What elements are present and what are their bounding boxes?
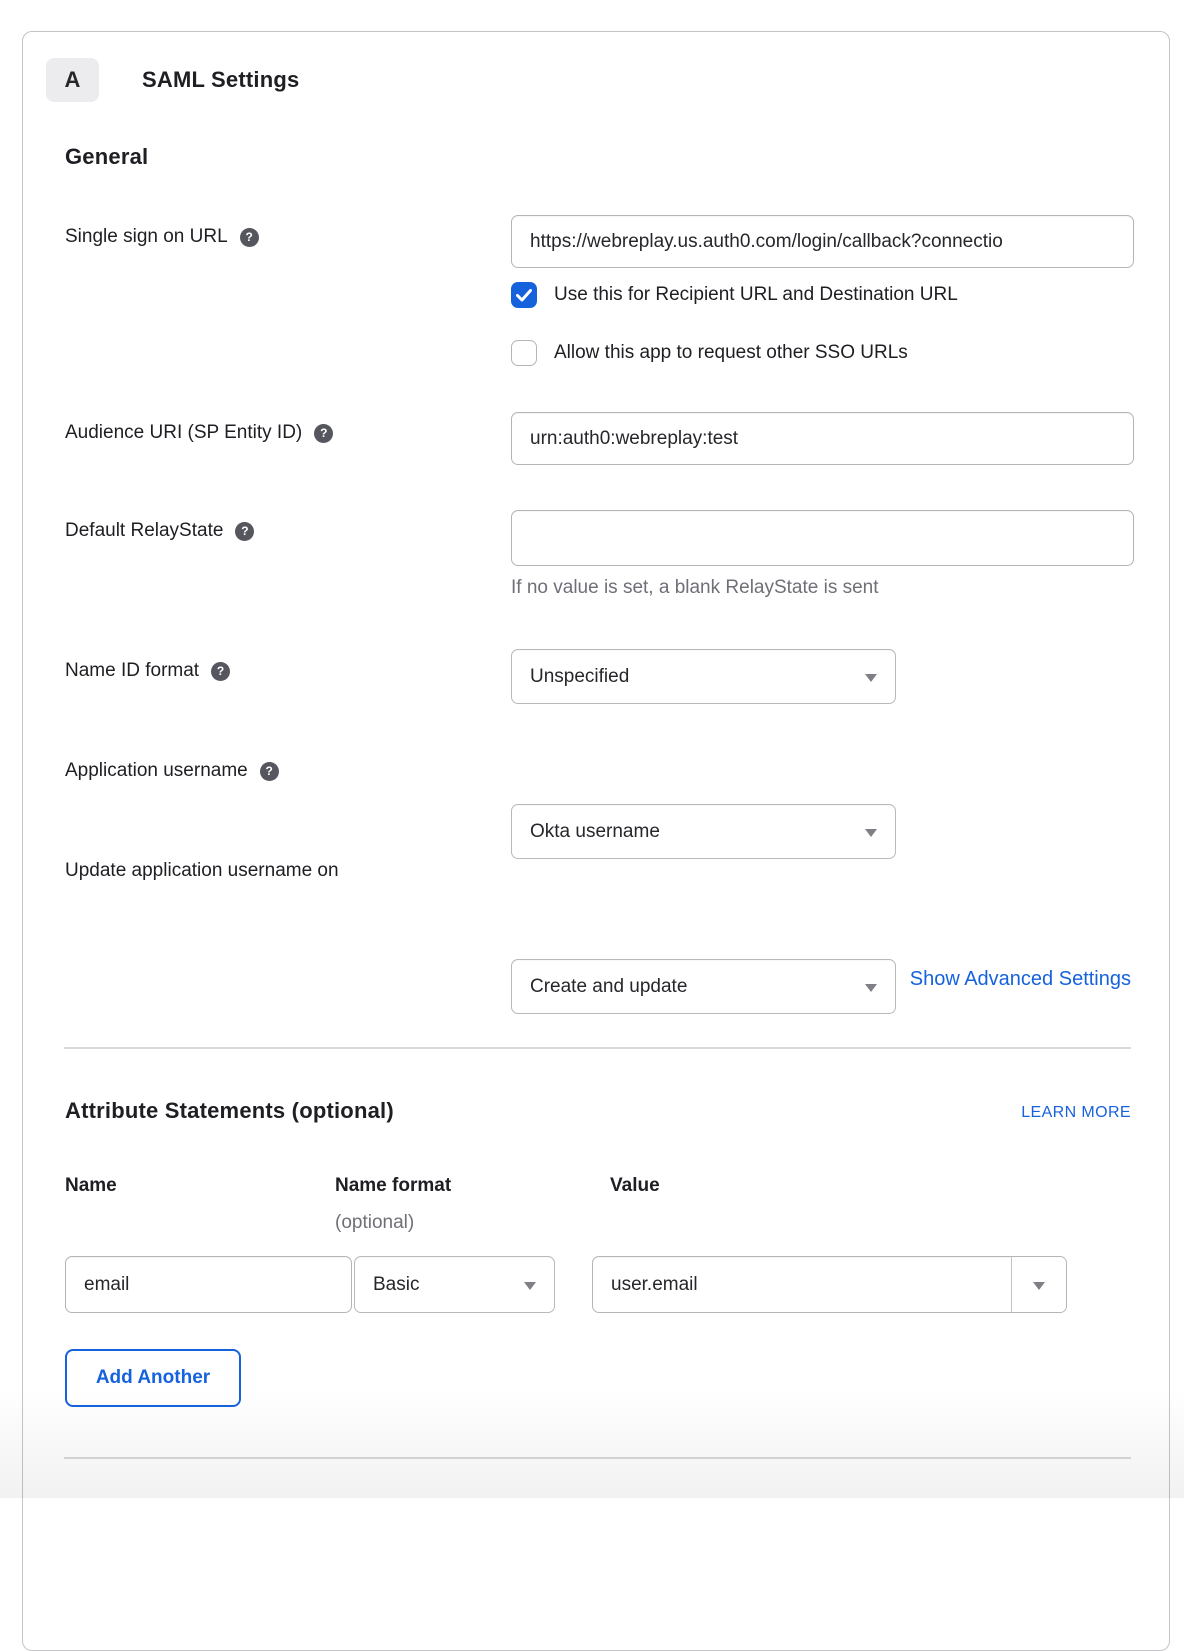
recipient-checkbox-label: Use this for Recipient URL and Destination URL — [554, 284, 958, 305]
nameid-label-row — [65, 658, 230, 684]
other-sso-checkbox-label: Allow this app to request other SSO URLs — [554, 342, 908, 363]
chevron-down-icon — [1033, 1282, 1045, 1290]
page-title: SAML Settings — [142, 67, 300, 92]
help-icon[interactable]: ? — [314, 424, 333, 443]
section-divider — [64, 1047, 1131, 1049]
relaystate-field-wrap — [511, 510, 1134, 566]
sso-url-label-row — [65, 224, 259, 250]
help-icon[interactable]: ? — [235, 522, 254, 541]
chevron-down-icon — [865, 829, 877, 837]
chevron-down-icon — [524, 1282, 536, 1290]
attr-format-selected-value: Basic — [373, 1273, 420, 1295]
attribute-statements-heading: Attribute Statements (optional) — [65, 1098, 394, 1123]
nameid-selected-value: Unspecified — [530, 665, 630, 687]
panel-header — [46, 58, 299, 102]
show-advanced-settings-link[interactable]: Show Advanced Settings — [909, 968, 1131, 990]
learn-more-link[interactable]: LEARN MORE — [1021, 1104, 1131, 1121]
attr-format-dropdown[interactable] — [354, 1256, 555, 1313]
column-header-name: Name — [65, 1175, 117, 1196]
relaystate-input[interactable] — [511, 510, 1134, 566]
attribute-row — [65, 1256, 1131, 1313]
attr-value-dropdown-toggle[interactable] — [1011, 1257, 1066, 1312]
appuser-selected-value: Okta username — [530, 820, 660, 842]
other-sso-checkbox[interactable] — [511, 340, 537, 366]
sso-url-input[interactable] — [511, 215, 1134, 268]
recipient-checkbox-row — [511, 282, 958, 308]
saml-settings-card — [22, 31, 1170, 1651]
help-icon[interactable]: ? — [240, 228, 259, 247]
audience-field-wrap — [511, 412, 1134, 465]
checkmark-icon — [516, 289, 532, 302]
relaystate-helper-text: If no value is set, a blank RelayState is sent — [511, 577, 879, 598]
column-header-optional-note: (optional) — [335, 1212, 415, 1233]
other-sso-checkbox-row — [511, 340, 908, 366]
bottom-divider — [64, 1457, 1131, 1459]
add-another-button[interactable]: Add Another — [65, 1349, 241, 1407]
relaystate-label-row — [65, 518, 254, 544]
appuser-dropdown[interactable] — [511, 804, 896, 859]
updateuser-label: Update application username on — [65, 860, 339, 881]
attr-name-field-wrap — [65, 1256, 352, 1313]
general-heading: General — [65, 144, 149, 169]
column-header-value: Value — [610, 1175, 660, 1196]
sso-url-label: Single sign on URL — [65, 226, 228, 247]
updateuser-label-row — [65, 858, 339, 884]
help-icon[interactable]: ? — [260, 762, 279, 781]
audience-label: Audience URI (SP Entity ID) — [65, 422, 303, 443]
updateuser-dropdown[interactable] — [511, 959, 896, 1014]
relaystate-label: Default RelayState — [65, 520, 224, 541]
chevron-down-icon — [865, 674, 877, 682]
sso-url-field-wrap — [511, 215, 1134, 268]
nameid-dropdown[interactable] — [511, 649, 896, 704]
audience-label-row — [65, 420, 333, 446]
nameid-label: Name ID format — [65, 660, 200, 681]
appuser-label: Application username — [65, 760, 248, 781]
attribute-columns — [65, 1175, 1131, 1265]
attr-value-combo — [592, 1256, 1067, 1313]
help-icon[interactable]: ? — [211, 662, 230, 681]
updateuser-selected-value: Create and update — [530, 975, 688, 997]
appuser-label-row — [65, 758, 279, 784]
attr-value-input[interactable]: user.email — [611, 1273, 698, 1295]
chevron-down-icon — [865, 984, 877, 992]
attr-name-input[interactable] — [65, 1256, 352, 1313]
section-badge: A — [46, 58, 99, 102]
column-header-name-format: Name format — [335, 1175, 452, 1196]
audience-uri-input[interactable] — [511, 412, 1134, 465]
recipient-url-checkbox[interactable] — [511, 282, 537, 308]
